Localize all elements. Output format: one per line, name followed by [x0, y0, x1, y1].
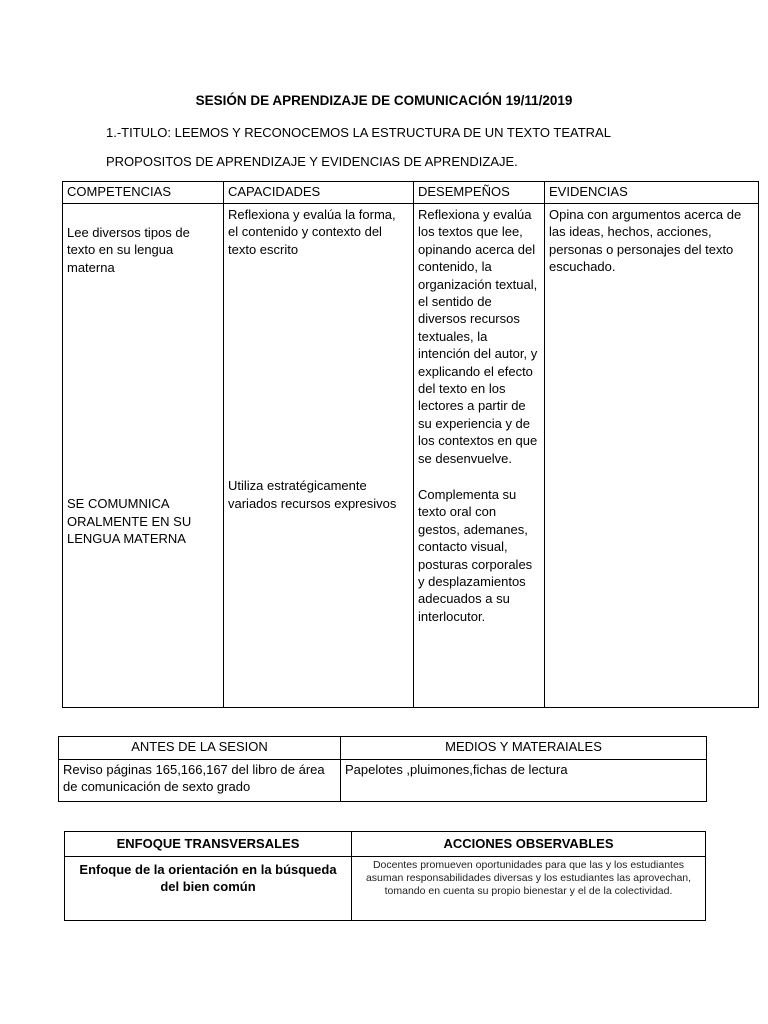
enfoque-cell: Enfoque de la orientación en la búsqueda del bien común: [65, 857, 352, 921]
capacidades-cell: [224, 204, 414, 708]
table-header-row: [63, 182, 759, 204]
table-row: [59, 760, 707, 802]
lesson-title: 1.-TITULO: LEEMOS Y RECONOCEMOS LA ESTRUCTURA DE UN TEXTO TEATRAL: [106, 125, 611, 140]
table-row: [65, 857, 706, 921]
evidencias-cell: [545, 204, 759, 708]
table-header-row: [65, 832, 706, 857]
enfoque-table: [64, 831, 706, 921]
header-medios: MEDIOS Y MATERAIALES: [341, 737, 707, 760]
capacidad-reflexiona: Reflexiona y evalúa la forma, el contenido y contexto del texto escrito: [228, 207, 396, 257]
header-capacidades: CAPACIDADES: [224, 182, 414, 204]
header-acciones: ACCIONES OBSERVABLES: [352, 832, 706, 857]
desempenos-cell: [414, 204, 545, 708]
competencia-lectura: Lee diversos tipos de texto en su lengua materna: [67, 225, 190, 275]
desempeno-reflexiona: Reflexiona y evalúa los textos que lee, opinando acerca del contenido, la organización textual, el sentido de diversos recursos textuales, la intención del autor, y explicando el efecto del texto en los lectores a partir de su experiencia y de los contextos en que se desenvuelve.: [418, 207, 538, 466]
competencias-cell: [63, 204, 224, 708]
header-desempenos: DESEMPEÑOS: [414, 182, 545, 204]
antes-sesion-cell: Reviso páginas 165,166,167 del libro de área de comunicación de sexto grado: [59, 760, 341, 802]
desempeno-complementa: Complementa su texto oral con gestos, ademanes, contacto visual, posturas corporales y desplazamientos adecuados a su interlocutor.: [418, 487, 533, 624]
header-competencias: COMPETENCIAS: [63, 182, 224, 204]
table-header-row: [59, 737, 707, 760]
page-title: SESIÓN DE APRENDIZAJE DE COMUNICACIÓN 19/11/2019: [195, 93, 573, 108]
evidencia-opina: Opina con argumentos acerca de las ideas, hechos, acciones, personas o personajes del texto escuchado.: [549, 207, 742, 275]
header-antes-sesion: ANTES DE LA SESION: [59, 737, 341, 760]
header-evidencias: EVIDENCIAS: [545, 182, 759, 204]
capacidad-utiliza: Utiliza estratégicamente variados recursos expresivos: [228, 478, 397, 511]
table-row: [63, 204, 759, 708]
section-heading: PROPOSITOS DE APRENDIZAJE Y EVIDENCIAS DE APRENDIZAJE.: [106, 154, 518, 169]
acciones-cell: Docentes promueven oportunidades para que las y los estudiantes asuman responsabilidades diversas y los estudiantes las aprovechan, tomando en cuenta su propio bienestar y el de la colectividad.: [352, 857, 706, 921]
competencias-table: [62, 181, 759, 708]
medios-cell: Papelotes ,pluimones,fichas de lectura: [341, 760, 707, 802]
competencia-oral: SE COMUMNICA ORALMENTE EN SU LENGUA MATERNA: [67, 496, 192, 547]
antes-sesion-table: [58, 736, 707, 802]
header-enfoque: ENFOQUE TRANSVERSALES: [65, 832, 352, 857]
